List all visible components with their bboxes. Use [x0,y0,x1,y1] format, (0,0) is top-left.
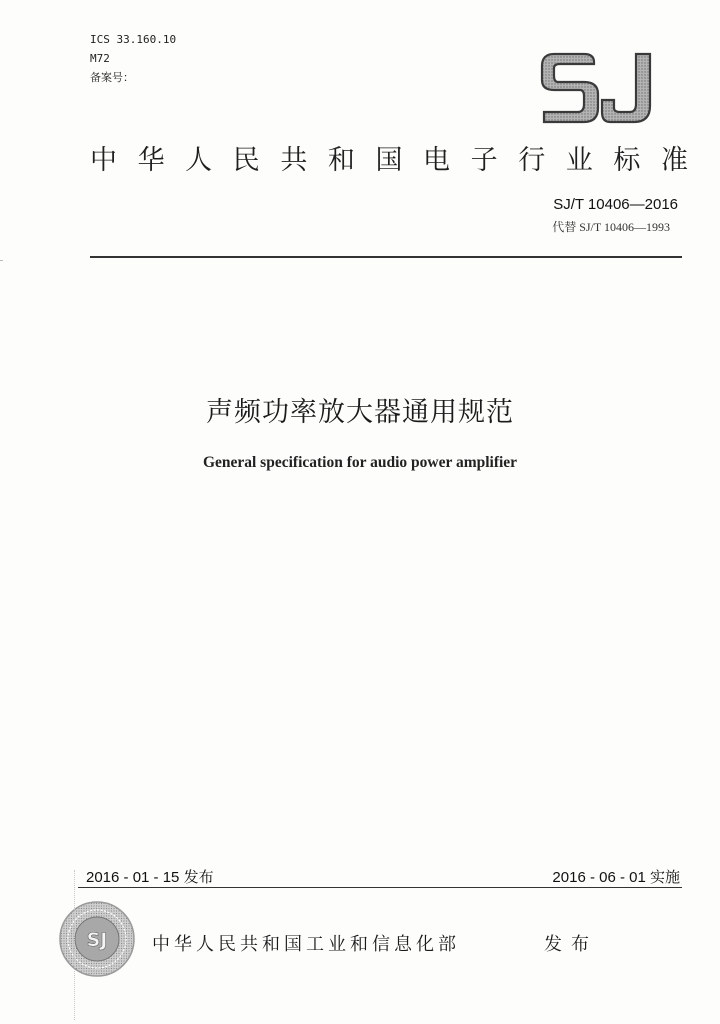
seal-text: SJ [86,929,108,951]
industry-standard-title [90,138,688,177]
org-title-char: 人 [185,145,213,176]
replaces-standard: 代替 SJ/T 10406—1993 [552,220,670,234]
org-title-char: 业 [565,145,593,176]
issue-label: 发布 [544,934,598,955]
sj-logo-icon [536,50,656,126]
record-number-label: 备案号： [90,71,134,84]
ics-code: ICS 33.160.10 [90,33,177,46]
org-title-char: 子 [470,145,498,176]
footer-divider [78,887,682,888]
ccs-code: M72 [90,52,110,65]
ministry-seal-icon [58,900,136,978]
org-title-char: 国 [375,145,403,176]
document-title-chinese: 声频功率放大器通用规范 [206,397,514,428]
org-title-char: 民 [232,145,260,176]
org-title-char: 电 [423,145,451,176]
org-title-char: 准 [660,145,688,176]
document-title-english: General specification for audio power amplifier [202,454,518,471]
scan-edge-dots [74,870,75,1020]
standard-number: SJ/T 10406—2016 [553,196,678,213]
header-divider [90,256,682,258]
org-title-char: 标 [613,145,641,176]
org-title-char: 和 [327,145,355,176]
effective-date: 2016 - 06 - 01 实施 [552,869,680,886]
org-title-char: 共 [280,145,308,176]
org-title-char: 行 [518,145,546,176]
org-title-char: 华 [137,145,165,176]
org-title-char: 中 [90,145,117,176]
publish-date: 2016 - 01 - 15 发布 [86,869,214,886]
scan-edge-mark [0,260,3,261]
issuing-authority: 中华人民共和国工业和信息化部 [152,934,460,955]
classification-block [90,30,176,87]
